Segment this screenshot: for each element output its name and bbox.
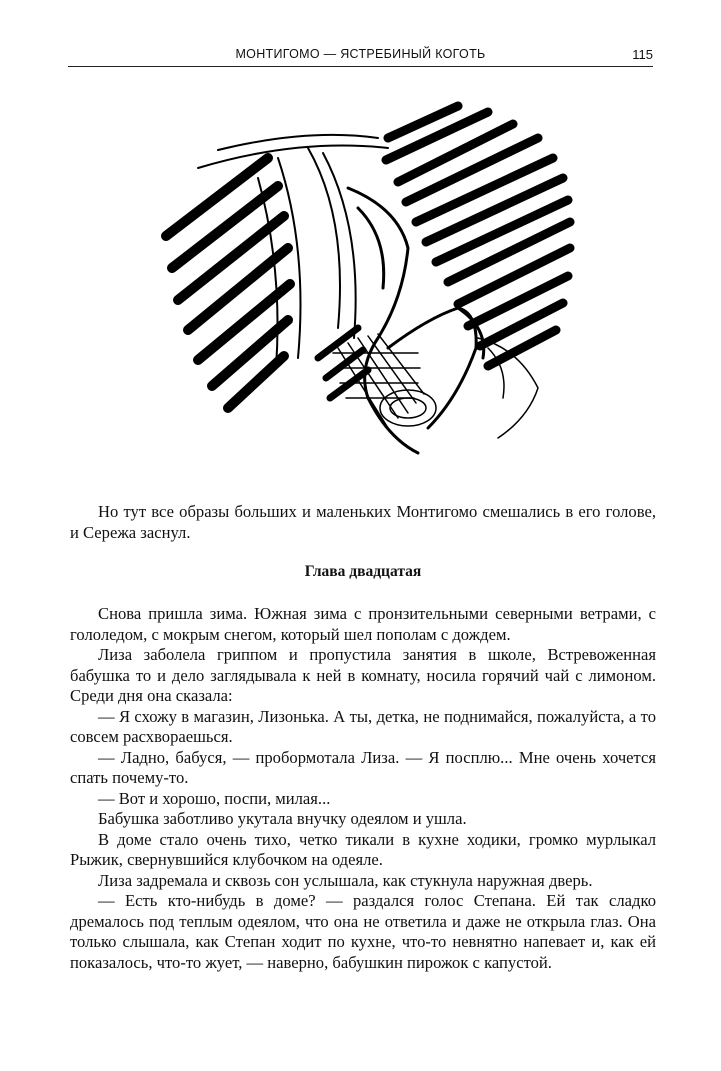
chapter-heading: Глава двадцатая bbox=[304, 563, 422, 580]
ink-sketch-illustration bbox=[158, 98, 578, 470]
paragraph: Но тут все образы больших и маленьких Монтигомо смешались в его голове, и Сережа заснул. bbox=[70, 502, 656, 542]
running-header bbox=[68, 44, 653, 67]
paragraph: — Я схожу в магазин, Лизонька. А ты, детка, не поднимайся, пожалуйста, а то совсем расхвораешься. bbox=[70, 706, 656, 746]
paragraph: Лиза заболела гриппом и пропустила занятия в школе, Встревоженная бабушка то и дело заглядывала к ней в комнату, носила горячий чай с лимоном. Среди дня она сказала: bbox=[70, 645, 656, 705]
paragraph: Лиза задремала и сквозь сон услышала, как стукнула наружная дверь. bbox=[98, 870, 593, 890]
text-block-before-heading bbox=[70, 502, 656, 543]
running-title: МОНТИГОМО — ЯСТРЕБИНЫЙ КОГОТЬ bbox=[235, 47, 486, 61]
paragraph: Снова пришла зима. Южная зима с пронзительными северными ветрами, с гололедом, с мокрым снегом, который шел пополам с дождем. bbox=[70, 604, 656, 644]
paragraph: — Есть кто-нибудь в доме? — раздался голос Степана. Ей так сладко дремалось под теплым одеялом, что она не ответила и даже не открыла глаз. Она только слышала, как Степан ходит по кухне, что-то невнятно напевает и, как ей показалось, что-то жует, — наверно, бабушкин пирожок с капустой. bbox=[70, 891, 656, 972]
paragraph: Бабушка заботливо укутала внучку одеялом и ушла. bbox=[98, 809, 467, 828]
page-number: 115 bbox=[632, 47, 653, 62]
paragraph: В доме стало очень тихо, четко тикали в кухне ходики, громко мурлыкал Рыжик, свернувшийся клубочком на одеяле. bbox=[70, 829, 656, 869]
text-block-after-heading bbox=[70, 604, 656, 973]
paragraph: — Ладно, бабуся, — пробормотала Лиза. — Я посплю... Мне очень хочется спать почему-то. bbox=[70, 747, 656, 787]
paragraph: — Вот и хорошо, поспи, милая... bbox=[98, 788, 331, 808]
